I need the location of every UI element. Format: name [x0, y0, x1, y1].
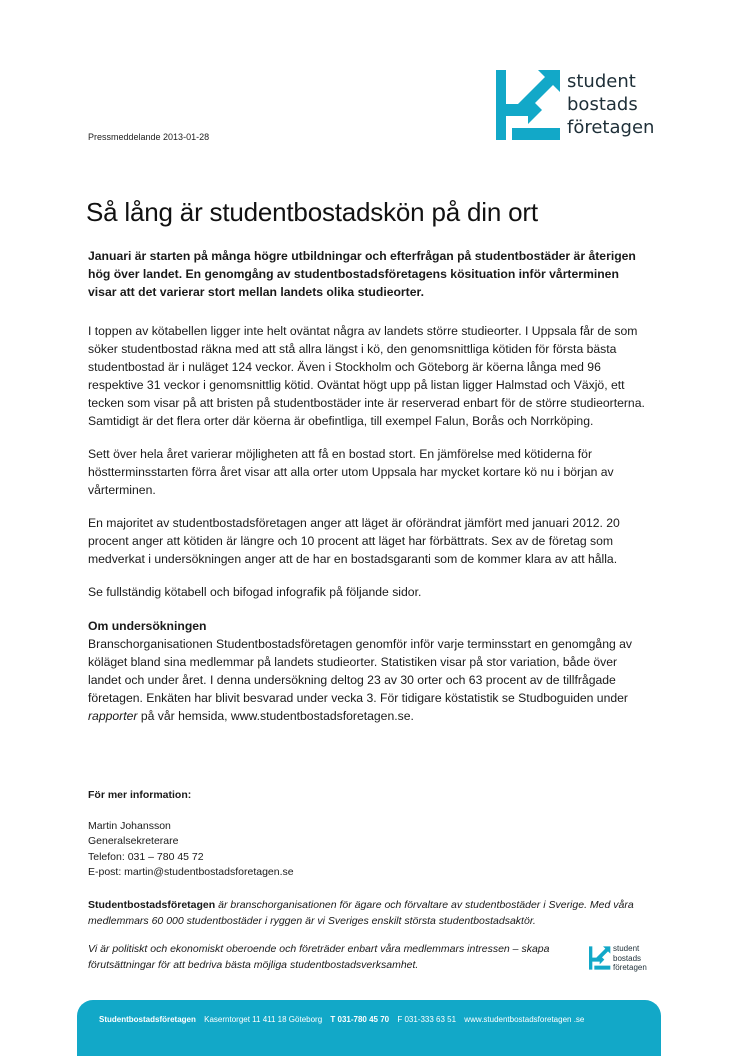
logo-wordmark — [567, 70, 654, 139]
footer-bar — [77, 1000, 661, 1056]
small-logo-wordmark — [613, 944, 647, 973]
small-logo-line-3: företagen — [613, 963, 647, 972]
contact-name: Martin Johansson — [88, 819, 171, 832]
about-heading: Om undersökningen — [88, 619, 207, 633]
about-section — [88, 617, 648, 725]
organization-description — [88, 897, 648, 929]
contact-phone: Telefon: 031 – 780 45 72 — [88, 850, 204, 863]
logo-line-2: bostads — [567, 94, 638, 115]
footer-logo — [589, 944, 669, 974]
footer-address: Kaserntorget 11 411 18 Göteborg — [204, 1015, 323, 1024]
small-logo-line-2: bostads — [613, 953, 642, 963]
footer-phone: T 031-780 45 70 — [330, 1015, 390, 1024]
contact-block — [88, 788, 648, 881]
organization-name: Studentbostadsföretagen — [88, 899, 216, 911]
page-title: Så lång är studentbostadskön på din ort — [86, 197, 538, 227]
paragraph-3: En majoritet av studentbostadsföretagen anger att läget är oförändrat jämfört med januari 2012. 20 procent anger att kötiden är längre och 10 procent att läget har förbättrats. Sex av de företag som medverkat i undersökningen anger att de har en bostadsgaranti som de kommer klara av att hålla. — [88, 516, 620, 566]
footer-contact-line — [99, 1015, 590, 1024]
logo-line-3: företagen — [567, 117, 655, 138]
lead-paragraph: Januari är starten på många högre utbildningar och efterfrågan på studentbostäder är återigen hög över landet. En genomgång av studentbostadsföretagens kösituation inför vårterminen visar att det varierar stort mellan landets olika studieorter. — [88, 249, 636, 299]
about-text-italic: rapporter — [88, 709, 138, 723]
logo — [496, 70, 666, 140]
paragraph-2: Sett över hela året varierar möjligheten att få en bostad stort. En jämförelse med kötiderna för höstterminsstarten förra året visar att alla orter utom Uppsala har mycket kortare kö nu i början av vårterminen. — [88, 447, 614, 497]
footer-website[interactable]: www.studentbostadsforetagen .se — [464, 1015, 585, 1024]
contact-role: Generalsekreterare — [88, 835, 179, 847]
paragraph-1: I toppen av kötabellen ligger inte helt oväntat några av landets större studieorter. I Uppsala får de som söker studentbostad räkna med att stå allra längst i kö, den genomsnittliga kötiden för första bästa studentbostad är i nuläget 124 veckor. Även i Stockholm och Göteborg är köerna långa med 96 respektive 31 veckor i genomsnittlig kötid. Oväntat högt upp på listan ligger Halmstad och Växjö, ett tecken som visar på att bristen på studentbostäder inte är reserverad enbart för de större studieorterna. Samtidigt är det flera orter där köerna är obefintliga, till exempel Falun, Borås och Norrköping. — [88, 324, 645, 428]
logo-arrow-icon — [496, 70, 562, 140]
about-text: Branschorganisationen Studentbostadsföretagen genomför inför varje terminsstart en genomgång av köläget bland sina medlemmar på landets studieorter. Statistiken visar på stor variation, både över landet och under året. I denna undersökning deltog 23 av 30 orter och 63 procent av de tillfrågade företagen. Enkäten har blivit besvarad under vecka 3. För tidigare köstatistik se Studboguiden under — [88, 637, 633, 705]
contact-email[interactable]: E-post: martin@studentbostadsforetagen.se — [88, 866, 294, 878]
footer-org-name: Studentbostadsföretagen — [99, 1015, 196, 1024]
about-text-end: på vår hemsida, www.studentbostadsforetagen.se. — [137, 709, 414, 723]
independence-statement: Vi är politiskt och ekonomiskt oberoende och företräder enbart våra medlemmars intressen – skapa förutsättningar för att bedriva bästa möjliga studentbostadsverksamhet. — [88, 943, 550, 971]
small-logo-arrow-icon — [589, 944, 611, 972]
small-logo-line-1: student — [613, 944, 640, 953]
organization-text: är branschorganisationen för ägare och förvaltare av studentbostäder i Sverige. Med våra medlemmars 60 000 studentbostäder i ryggen är vi Sveriges enskilt största studentbostadsaktör. — [88, 899, 634, 927]
footer-fax: F 031-333 63 51 — [397, 1015, 457, 1024]
logo-line-1: student — [567, 71, 636, 92]
paragraph-4: Se fullständig kötabell och bifogad infografik på följande sidor. — [88, 585, 422, 599]
press-release-date: Pressmeddelande 2013-01-28 — [88, 132, 210, 142]
contact-heading: För mer information: — [88, 789, 192, 801]
